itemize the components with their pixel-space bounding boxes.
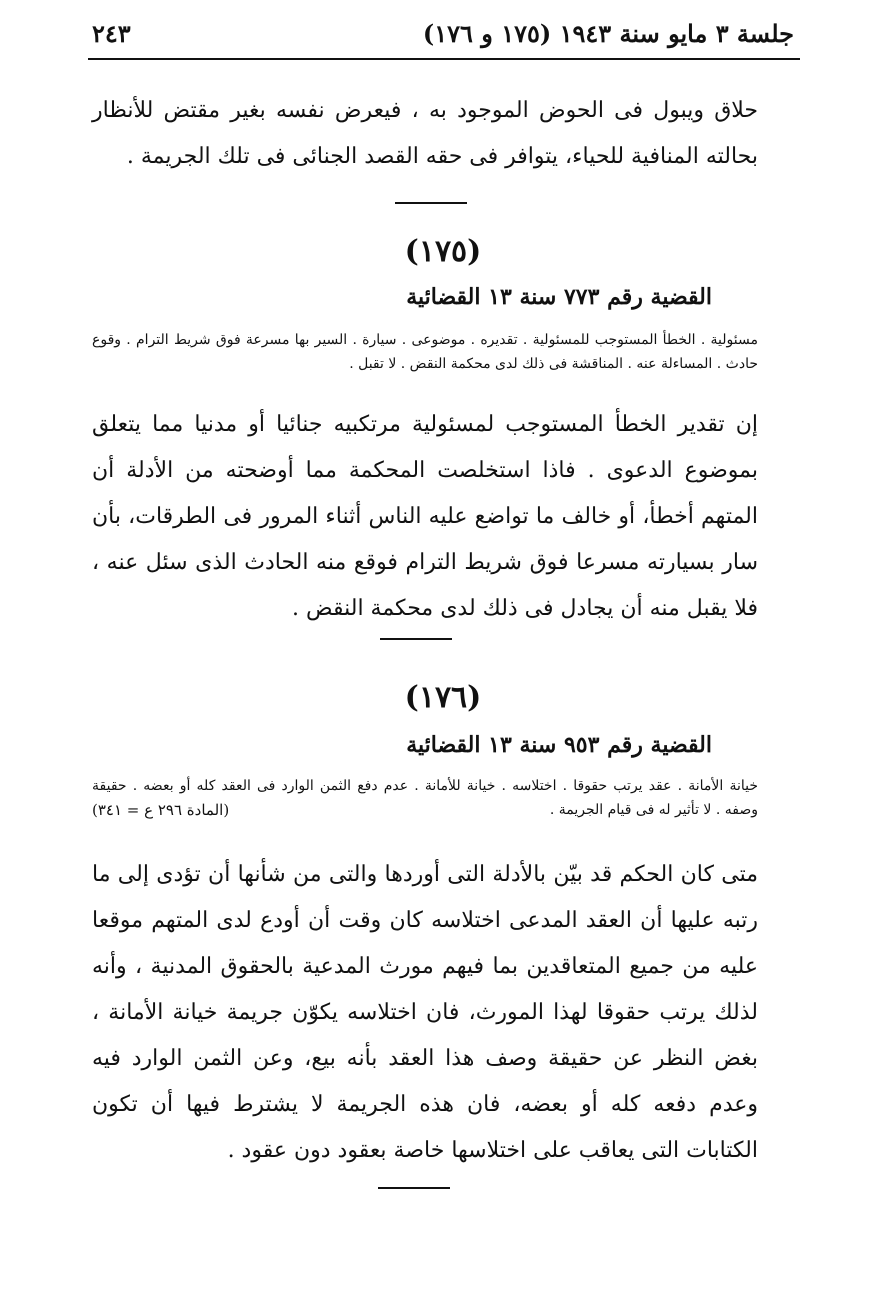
case-reference: القضية رقم ٩٥٣ سنة ١٣ القضائية: [406, 732, 712, 758]
section-separator: [378, 1187, 450, 1189]
case-number: (١٧٥): [404, 234, 482, 269]
section-separator: [380, 638, 452, 640]
case-ruling: متى كان الحكم قد بيّن بالأدلة التى أوردها والتى من شأنها أن تؤدى إلى ما رتبه عليها أن العقد المدعى اختلاسه كان وقت أن أودع لدى المتهم موقعا عليه من جميع المتعاقدين بما فيهم مورث المدعية بالحقوق المدنية ، وأنه لذلك يرتب حقوقا لهذا المورث، فان اختلاسه يكوّن جريمة خيانة الأمانة ، بغض النظر عن حقيقة وصف هذا العقد بأنه بيع، وعن الثمن الوارد فيه وعدم دفعه كله أو بعضه، فان هذه الجريمة لا يشترط فيها أن تكون الكتابات التى يعاقب على اختلاسها خاصة بعقود دون عقود .: [92, 862, 758, 1163]
header-rule: [88, 58, 800, 60]
section-separator: [395, 202, 467, 204]
page-number: ٢٤٣: [92, 18, 131, 48]
case-keywords: [92, 774, 758, 822]
case-keywords-text: خيانة الأمانة . عقد يرتب حقوقا . اختلاسه . خيانة للأمانة . عدم دفع الثمن الوارد فى العقد كله أو بعضه . حقيقة وصفه . لا تأثير له فى قيام الجريمة .: [92, 778, 758, 818]
running-header: [92, 12, 794, 54]
case-reference: القضية رقم ٧٧٣ سنة ١٣ القضائية: [406, 284, 712, 310]
case-keywords: مسئولية . الخطأ المستوجب للمسئولية . تقديره . موضوعى . سيارة . السير بها مسرعة فوق شريط الترام . وقوع حادث . المساءلة عنه . المناقشة فى ذلك لدى محكمة النقض . لا تقبل .: [92, 332, 758, 372]
case-ruling: إن تقدير الخطأ المستوجب لمسئولية مرتكبيه جنائيا أو مدنيا مما يتعلق بموضوع الدعوى . فاذا استخلصت المحكمة مما أوضحته من الأدلة أن المتهم أخطأ، أو خالف ما تواضع عليه الناس أثناء المرور فى الطرقات، بأن سار بسيارته مسرعا فوق شريط الترام فوقع منه الحادث الذى سئل عنه ، فلا يقبل منه أن يجادل فى ذلك لدى محكمة النقض .: [92, 412, 758, 621]
continued-paragraph: حلاق ويبول فى الحوض الموجود به ، فيعرض نفسه بغير مقتض للأنظار بحالته المنافية للحياء، يتوافر فى حقه القصد الجنائى فى تلك الجريمة .: [92, 98, 758, 169]
running-title: جلسة ٣ مايو سنة ١٩٤٣ (١٧٥ و ١٧٦): [422, 18, 794, 48]
legal-article-reference: (المادة ٢٩٦ ع = ٣٤١): [92, 801, 230, 819]
case-number: (١٧٦): [404, 680, 482, 715]
